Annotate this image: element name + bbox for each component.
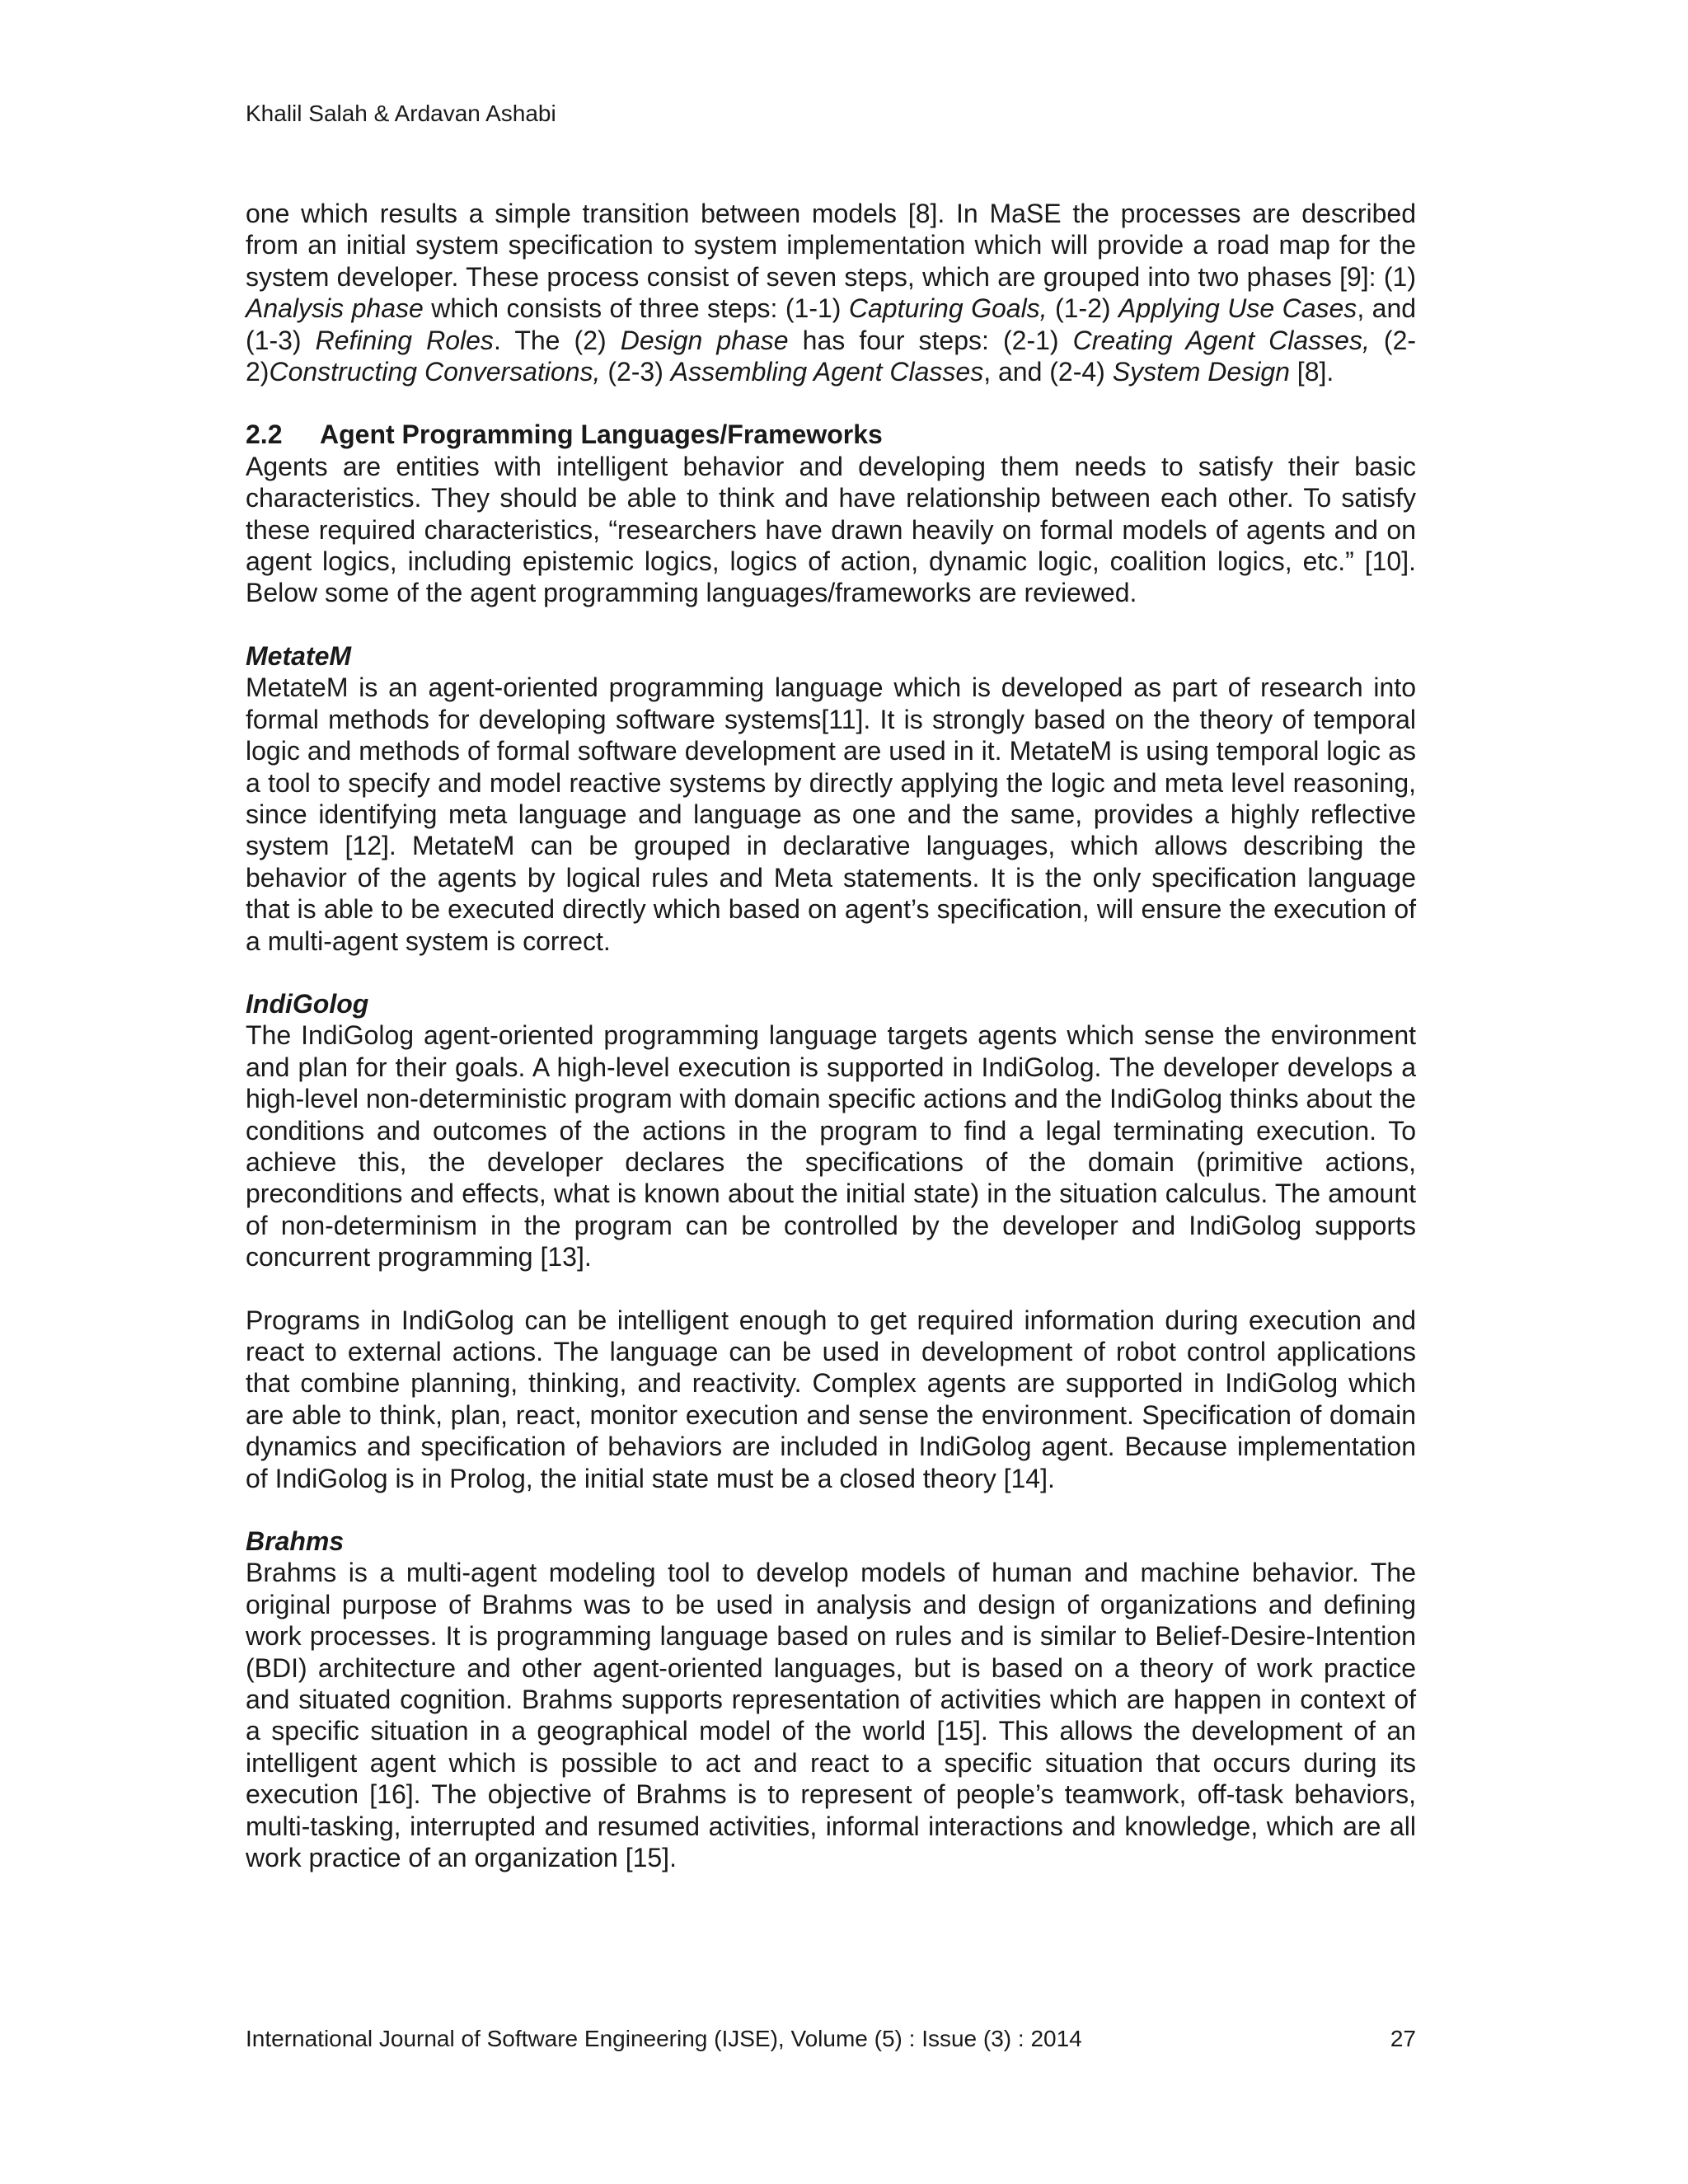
- intro-text-3: (1-2): [1047, 293, 1119, 324]
- section-paragraph: Agents are entities with intelligent behavior and developing them needs to satisfy their basic characteristics. They should be able to think and have relationship between each other. To satisfy these required characteristics, “researchers have drawn heavily on formal models of agents and on agent logics, including epistemic logics, logics of action, dynamic logic, coalition logics, etc.” [10]. Below some of the agent programming languages/frameworks are reviewed.: [246, 451, 1416, 608]
- indigolog-paragraph-1: The IndiGolog agent-oriented programming language targets agents which sense the environment and plan for their goals. A high-level execution is supported in IndiGolog. The developer develops a high-level non-deterministic program with domain specific actions and the IndiGolog thinks about the conditions and outcomes of the actions in the program to find a legal terminating execution. To achieve this, the developer declares the specifications of the domain (primitive actions, preconditions and effects, what is known about the initial state) in the situation calculus. The amount of non-determinism in the program can be controlled by the developer and IndiGolog supports concurrent programming [13].: [246, 1020, 1416, 1272]
- intro-term-assembling-agent-classes: Assembling Agent Classes: [670, 357, 984, 387]
- brahms-paragraph: Brahms is a multi-agent modeling tool to develop models of human and machine behavior. The original purpose of Brahms was to be used in analysis and design of organizations and defining work processes. It is programming language based on rules and is similar to Belief-Desire-Intention (BDI) architecture and other agent-oriented languages, but is based on a theory of work practice and situated cognition. Brahms supports representation of activities which are happen in context of a specific situation in a geographical model of the world [15]. This allows the development of an intelligent agent which is possible to act and react to a specific situation that occurs during its execution [16]. The objective of Brahms is to represent of people’s teamwork, off-task behaviors, multi-tasking, interrupted and resumed activities, informal interactions and knowledge, which are all work practice of an organization [15].: [246, 1558, 1416, 1873]
- indigolog-paragraph-2: Programs in IndiGolog can be intelligent enough to get required information during execution and react to external actions. The language can be used in development of robot control applications that combine planning, thinking, and reactivity. Complex agents are supported in IndiGolog which are able to think, plan, react, monitor execution and sense the environment. Specification of domain dynamics and specification of behaviors are included in IndiGolog agent. Because implementation of IndiGolog is in Prolog, the initial state must be a closed theory [14].: [246, 1305, 1416, 1493]
- metatem-heading: MetateM: [246, 640, 352, 671]
- page-body: [246, 198, 1416, 1905]
- metatem-subsection: [246, 640, 1416, 957]
- intro-text-7: (2-2): [246, 325, 1417, 387]
- indigolog-subsection: [246, 988, 1416, 1494]
- intro-term-creating-agent-classes: Creating Agent Classes,: [1072, 325, 1370, 355]
- brahms-heading: Brahms: [246, 1526, 345, 1557]
- brahms-subsection: [246, 1526, 1416, 1873]
- intro-text-6: has four steps: (2-1): [788, 325, 1073, 355]
- section-title: Agent Programming Languages/Frameworks: [320, 419, 883, 450]
- intro-text-9: , and (2-4): [983, 357, 1113, 387]
- running-header-authors: Khalil Salah & Ardavan Ashabi: [246, 101, 556, 126]
- page-number: 27: [1390, 2026, 1416, 2051]
- intro-term-design-phase: Design phase: [620, 325, 789, 355]
- section-number: 2.2: [246, 419, 283, 450]
- section-heading: [246, 419, 1416, 450]
- intro-term-applying-use-cases: Applying Use Cases: [1118, 293, 1357, 324]
- metatem-paragraph: MetateM is an agent-oriented programming language which is developed as part of research into formal methods for developing software systems[11]. It is strongly based on the theory of temporal logic and methods of formal software development are used in it. MetateM is using temporal logic as a tool to specify and model reactive systems by directly applying the logic and meta level reasoning, since identifying meta language and language as one and the same, provides a highly reflective system [12]. MetateM can be grouped in declarative languages, which allows describing the behavior of the agents by logical rules and Meta statements. It is the only specification language that is able to be executed directly which based on agent’s specification, will ensure the execution of a multi-agent system is correct.: [246, 673, 1416, 956]
- intro-term-system-design: System Design: [1112, 357, 1290, 387]
- intro-text-5: . The (2): [493, 325, 621, 355]
- intro-text-4: , and (1-3): [246, 293, 1417, 355]
- intro-term-constructing-conversations: Constructing Conversations,: [269, 357, 601, 387]
- indigolog-heading: IndiGolog: [246, 988, 369, 1019]
- section-2-2: [246, 419, 1416, 608]
- intro-text-2: which consists of three steps: (1-1): [423, 293, 849, 324]
- intro-text-10: [8].: [1289, 357, 1334, 387]
- page-footer: [246, 2022, 1416, 2055]
- intro-term-refining-roles: Refining Roles: [315, 325, 494, 355]
- intro-term-capturing-goals: Capturing Goals,: [848, 293, 1048, 324]
- intro-text-8: (2-3): [600, 357, 671, 387]
- intro-text-1: one which results a simple transition between models [8]. In MaSE the processes are described from an initial system specification to system implementation which will provide a road map for the system developer. These process consist of seven steps, which are grouped into two phases [9]: (1): [246, 199, 1416, 292]
- footer-journal-citation: International Journal of Software Engineering (IJSE), Volume (5) : Issue (3) : 2014: [246, 2026, 1082, 2051]
- intro-paragraph: [246, 198, 1416, 387]
- intro-term-analysis-phase: Analysis phase: [246, 293, 424, 324]
